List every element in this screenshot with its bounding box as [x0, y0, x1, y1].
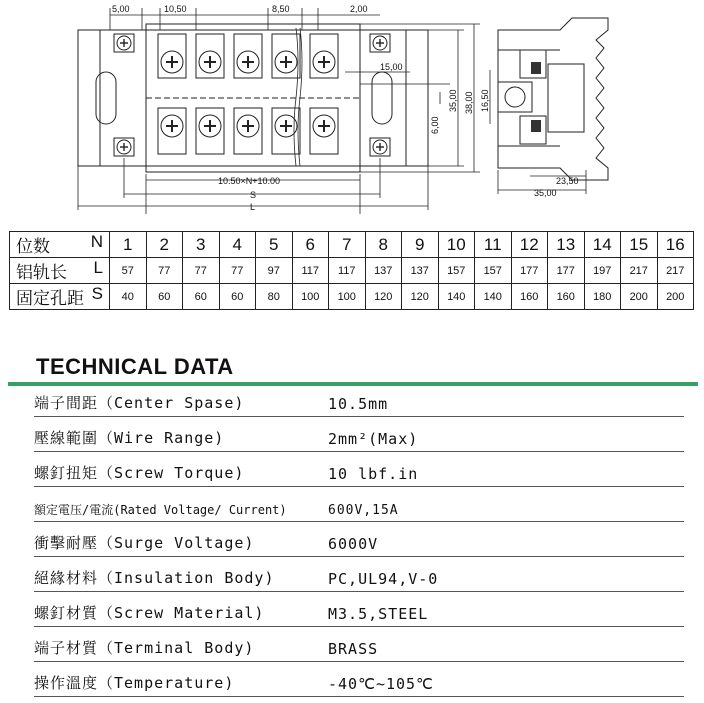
technical-data-row: [34, 493, 684, 522]
spec-row: [10, 258, 694, 284]
technical-data-row: [34, 633, 684, 662]
spec-cell: 57: [110, 258, 147, 284]
technical-data-row: [34, 668, 684, 697]
spec-cell: 40: [110, 284, 147, 310]
technical-data-label: 螺釘扭矩（Screw Torque): [34, 464, 245, 482]
technical-data-value: 10.5mm: [328, 395, 389, 413]
spec-cell: 160: [511, 284, 548, 310]
technical-data-value: PC,UL94,V-0: [328, 570, 439, 588]
dim-8-50: 8,50: [272, 4, 290, 14]
spec-cell: 120: [365, 284, 402, 310]
spec-cell: 12: [511, 232, 548, 258]
spec-row-label: 铝轨长: [16, 263, 67, 283]
technical-data-label: 絕緣材料（Insulation Body): [34, 569, 275, 587]
technical-data-row: [34, 388, 684, 417]
technical-data-row: [34, 598, 684, 627]
spec-cell: 16: [657, 232, 694, 258]
spec-row-label: 固定孔距: [16, 289, 84, 309]
technical-data-value: -40℃~105℃: [328, 675, 434, 693]
spec-cell: 15: [621, 232, 658, 258]
spec-cell: 6: [292, 232, 329, 258]
technical-data-label: 額定電压/電流(Rated Voltage/ Current): [34, 503, 287, 517]
spec-cell: 140: [438, 284, 475, 310]
spec-cell: 177: [548, 258, 585, 284]
spec-cell: 140: [475, 284, 512, 310]
dim-35-00-vertical: 35,00: [448, 89, 458, 112]
technical-data-value: BRASS: [328, 640, 379, 658]
spec-cell: 97: [256, 258, 293, 284]
dim-l: L: [250, 202, 256, 212]
spec-cell: 117: [329, 258, 366, 284]
spec-cell: 117: [292, 258, 329, 284]
spec-cell: 77: [219, 258, 256, 284]
spec-cell: 60: [219, 284, 256, 310]
dim-2-00: 2,00: [350, 4, 368, 14]
dim-35-00-horizontal: 35,00: [534, 188, 557, 198]
spec-cell: 77: [146, 258, 183, 284]
spec-cell: 8: [365, 232, 402, 258]
technical-data-label: 衝擊耐壓（Surge Voltage): [34, 534, 255, 552]
technical-data-label: 壓線範圍（Wire Range): [34, 429, 225, 447]
spec-cell: 157: [438, 258, 475, 284]
technical-data-value: 6000V: [328, 535, 379, 553]
spec-row-header: [10, 284, 110, 310]
spec-cell: 177: [511, 258, 548, 284]
technical-data-label: 端子間距（Center Spase): [34, 394, 245, 412]
spec-row-symbol: S: [91, 284, 103, 303]
spec-row: [10, 284, 694, 310]
dim-formula: 10.50×N+10.00: [218, 176, 281, 186]
technical-data-value: M3.5,STEEL: [328, 605, 429, 623]
spec-cell: 77: [183, 258, 220, 284]
spec-cell: 137: [402, 258, 439, 284]
technical-data-value: 600V,15A: [328, 503, 399, 518]
spec-cell: 7: [329, 232, 366, 258]
spec-cell: 120: [402, 284, 439, 310]
dim-16-50: 16,50: [480, 89, 490, 112]
technical-data-row: [34, 563, 684, 592]
spec-cell: 100: [329, 284, 366, 310]
spec-row: [10, 232, 694, 258]
technical-data-title: TECHNICAL DATA: [36, 354, 234, 379]
spec-cell: 180: [584, 284, 621, 310]
spec-row-symbol: N: [90, 232, 103, 251]
technical-data-row: [34, 423, 684, 452]
dim-10-50: 10,50: [164, 4, 187, 14]
dim-5: 5,00: [112, 4, 130, 14]
technical-data-label: 螺釘材質（Screw Material): [34, 604, 265, 622]
technical-drawing: [0, 0, 704, 222]
title-underline-bar: [8, 382, 698, 386]
spec-row-header: [10, 258, 110, 284]
dim-15-00: 15,00: [380, 62, 403, 72]
technical-data-value: 10 lbf.in: [328, 465, 419, 483]
spec-row-symbol: L: [93, 258, 103, 277]
technical-data-row: [34, 458, 684, 487]
technical-data-label: 操作溫度（Temperature): [34, 674, 235, 692]
dim-38-00: 38,00: [464, 91, 474, 114]
spec-cell: 2: [146, 232, 183, 258]
spec-cell: 200: [657, 284, 694, 310]
spec-cell: 137: [365, 258, 402, 284]
technical-data-label: 端子材質（Terminal Body): [34, 639, 255, 657]
spec-cell: 1: [110, 232, 147, 258]
spec-cell: 80: [256, 284, 293, 310]
spec-row-label: 位数: [16, 237, 50, 257]
dim-23-50: 23,50: [556, 176, 579, 186]
spec-cell: 3: [183, 232, 220, 258]
spec-cell: 160: [548, 284, 585, 310]
spec-cell: 217: [621, 258, 658, 284]
technical-data-row: [34, 528, 684, 557]
dim-6-00: 6,00: [430, 116, 440, 134]
technical-data-value: 2mm²(Max): [328, 430, 419, 448]
spec-cell: 197: [584, 258, 621, 284]
spec-cell: 4: [219, 232, 256, 258]
spec-cell: 60: [183, 284, 220, 310]
spec-cell: 13: [548, 232, 585, 258]
spec-cell: 14: [584, 232, 621, 258]
spec-cell: 10: [438, 232, 475, 258]
spec-cell: 5: [256, 232, 293, 258]
spec-cell: 100: [292, 284, 329, 310]
spec-cell: 157: [475, 258, 512, 284]
spec-table: [9, 231, 694, 310]
spec-cell: 217: [657, 258, 694, 284]
spec-cell: 11: [475, 232, 512, 258]
spec-cell: 200: [621, 284, 658, 310]
spec-cell: 60: [146, 284, 183, 310]
dim-s: S: [250, 190, 257, 200]
spec-cell: 9: [402, 232, 439, 258]
spec-row-header: [10, 232, 110, 258]
